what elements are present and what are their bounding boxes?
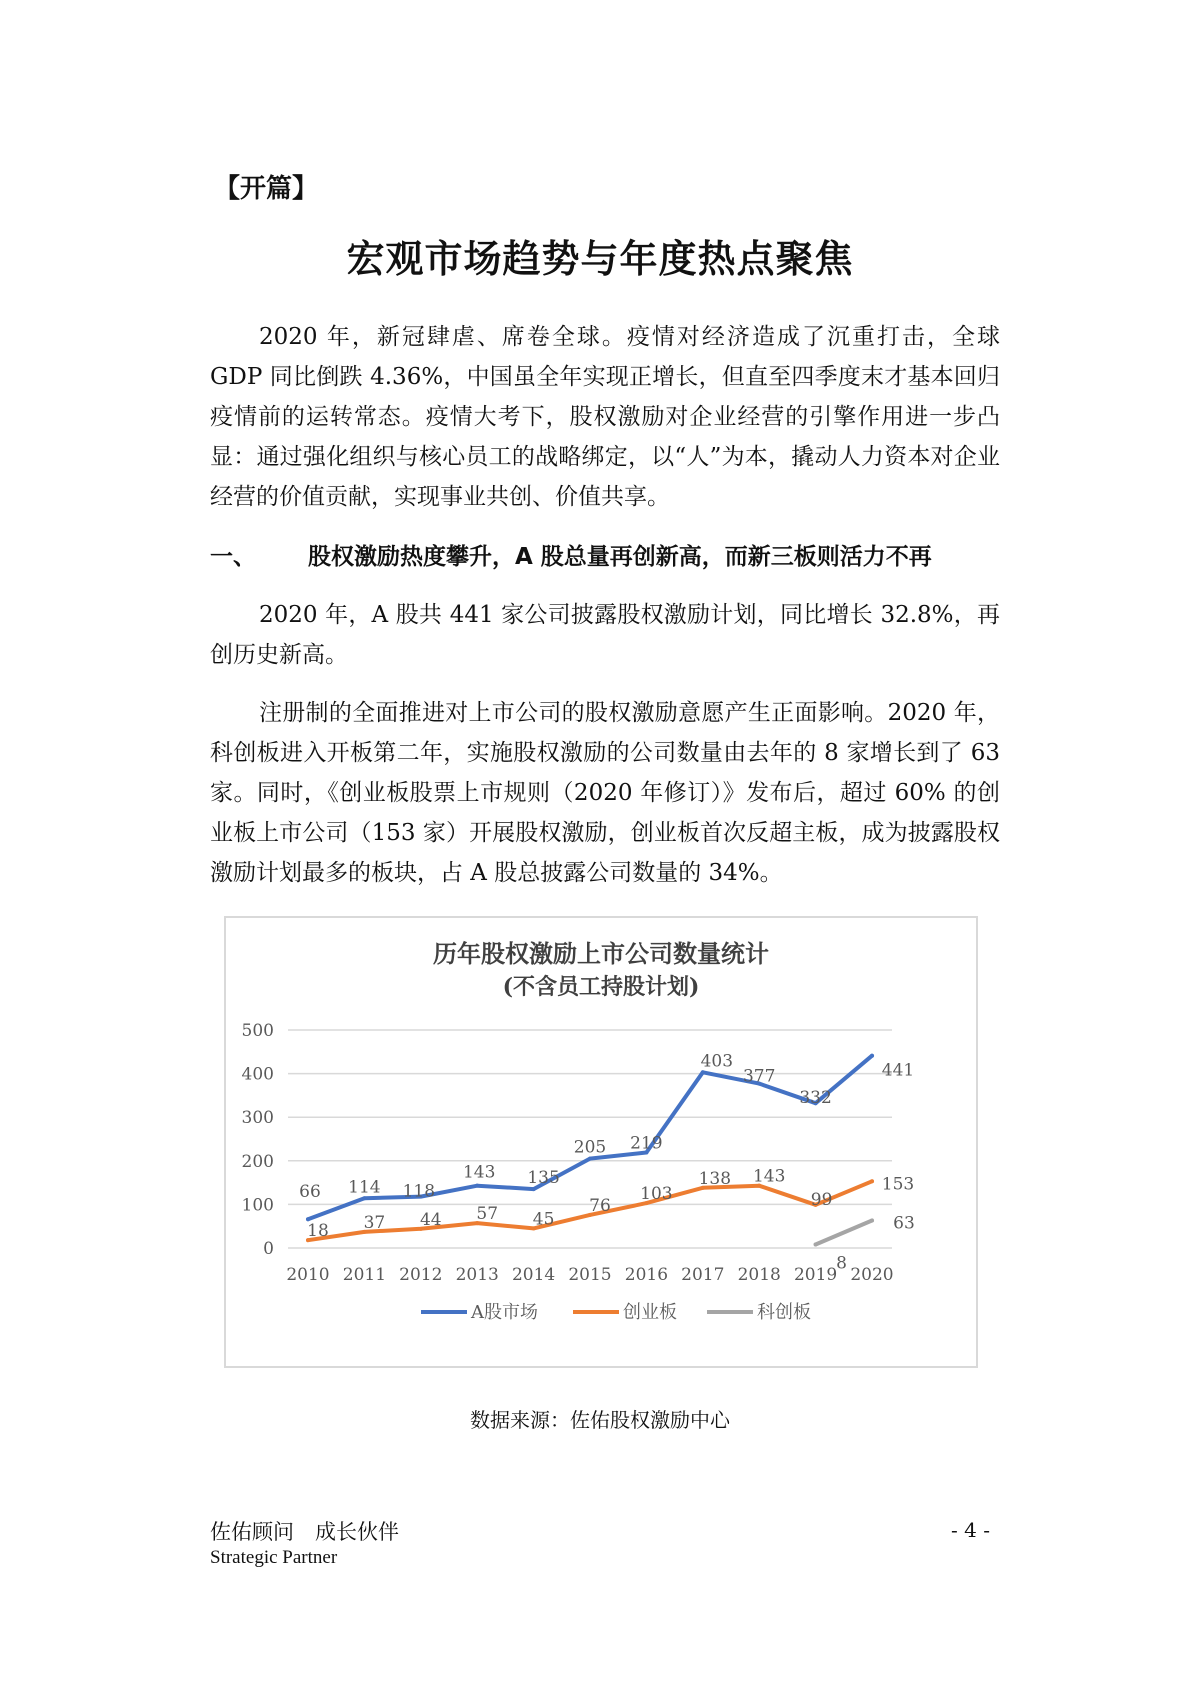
- x-tick-label: 2012: [399, 1265, 443, 1285]
- x-tick-label: 2017: [681, 1265, 725, 1285]
- chart-title: 历年股权激励上市公司数量统计: [433, 939, 769, 968]
- data-source-note: 数据来源：佐佑股权激励中心: [470, 1408, 730, 1432]
- data-point: [870, 1179, 874, 1183]
- section-heading: [210, 538, 932, 571]
- y-tick-label: 400: [241, 1064, 274, 1085]
- footer-company: Strategic Partner: [210, 1547, 338, 1568]
- paragraph-registration-system: 注册制的全面推进对上市公司的股权激励意愿产生正面影响。2020 年，科创板进入开板第二年，实施股权激励的公司数量由去年的 8 家增长到了 63 家。同时，《创业板股票上市规则（2020 年修订）》发布后，超过 60% 的创业板上市公司（153 家）开展股权激励，创业板首次反超主板，成为披露股权激励计划最多的板块，占 A 股总披露公司数量的 34%。: [210, 700, 1000, 886]
- data-label: 138: [698, 1168, 732, 1189]
- data-point: [814, 1243, 818, 1247]
- page-title: 宏观市场趋势与年度热点聚焦: [346, 237, 854, 281]
- data-label: 135: [527, 1168, 560, 1189]
- data-label: 8: [836, 1253, 848, 1274]
- x-tick-label: 2013: [455, 1265, 499, 1285]
- data-label: 441: [881, 1060, 915, 1081]
- data-label: 219: [630, 1133, 663, 1154]
- data-label: 37: [363, 1212, 386, 1233]
- data-label: 143: [462, 1162, 496, 1183]
- x-tick-label: 2014: [511, 1265, 556, 1285]
- data-label: 45: [532, 1209, 555, 1230]
- y-tick-label: 100: [241, 1195, 274, 1216]
- y-tick-label: 500: [241, 1021, 274, 1041]
- x-tick-label: 2016: [624, 1265, 669, 1285]
- section-heading-number: 一、: [210, 544, 256, 570]
- data-label: 377: [742, 1066, 776, 1087]
- x-tick-label: 2010: [286, 1265, 330, 1285]
- x-tick-label: 2018: [737, 1265, 781, 1285]
- section-heading-text: 股权激励热度攀升，A 股总量再创新高，而新三板则活力不再: [308, 544, 932, 570]
- x-tick-label: 2015: [568, 1265, 612, 1285]
- line-chart: [226, 918, 976, 1366]
- data-label: 332: [799, 1088, 832, 1109]
- x-tick-label: 2011: [342, 1265, 387, 1285]
- paragraph-a-share-total: 2020 年，A 股共 441 家公司披露股权激励计划，同比增长 32.8%，再创历史新高。: [210, 602, 1000, 668]
- x-tick-label: 2020: [850, 1265, 894, 1285]
- data-label: 76: [589, 1195, 611, 1216]
- series-line-科创板: [816, 1221, 872, 1245]
- legend-label: 科创板: [757, 1302, 811, 1323]
- data-label: 114: [348, 1177, 381, 1198]
- page-number: - 4 -: [951, 1518, 990, 1542]
- data-label: 118: [402, 1181, 436, 1202]
- chart-frame: [224, 916, 978, 1368]
- y-tick-label: 200: [241, 1151, 274, 1172]
- data-label: 66: [299, 1182, 321, 1203]
- data-point: [870, 1219, 874, 1223]
- data-point: [475, 1184, 479, 1188]
- footer-slogan: 佐佑顾问 成长伙伴: [210, 1520, 399, 1544]
- data-label: 143: [752, 1166, 786, 1187]
- data-label: 44: [419, 1209, 442, 1230]
- data-label: 103: [640, 1184, 673, 1205]
- legend-label: A股市场: [471, 1302, 538, 1323]
- data-label: 205: [573, 1137, 607, 1158]
- y-tick-label: 0: [263, 1239, 274, 1259]
- intro-paragraph: 2020 年，新冠肆虐、席卷全球。疫情对经济造成了沉重打击，全球 GDP 同比倒跌 4.36%，中国虽全年实现正增长，但直至四季度末才基本回归疫情前的运转常态。疫情大考下，股权激励对企业经营的引擎作用进一步凸显：通过强化组织与核心员工的战略绑定，以“人”为本，撬动人力资本对企业经营的价值贡献，实现事业共创、价值共享。: [210, 324, 1000, 510]
- data-point: [870, 1054, 874, 1058]
- legend-label: 创业板: [623, 1302, 677, 1323]
- x-tick-label: 2019: [793, 1265, 838, 1285]
- section-tag: 【开篇】: [214, 174, 319, 204]
- data-label: 153: [881, 1174, 915, 1195]
- data-label: 99: [810, 1189, 833, 1210]
- data-label: 18: [307, 1221, 329, 1242]
- chart-subtitle: (不含员工持股计划): [502, 974, 700, 1000]
- data-label: 63: [893, 1213, 915, 1234]
- data-label: 403: [700, 1051, 734, 1072]
- data-label: 57: [476, 1204, 499, 1225]
- y-tick-label: 300: [241, 1108, 274, 1129]
